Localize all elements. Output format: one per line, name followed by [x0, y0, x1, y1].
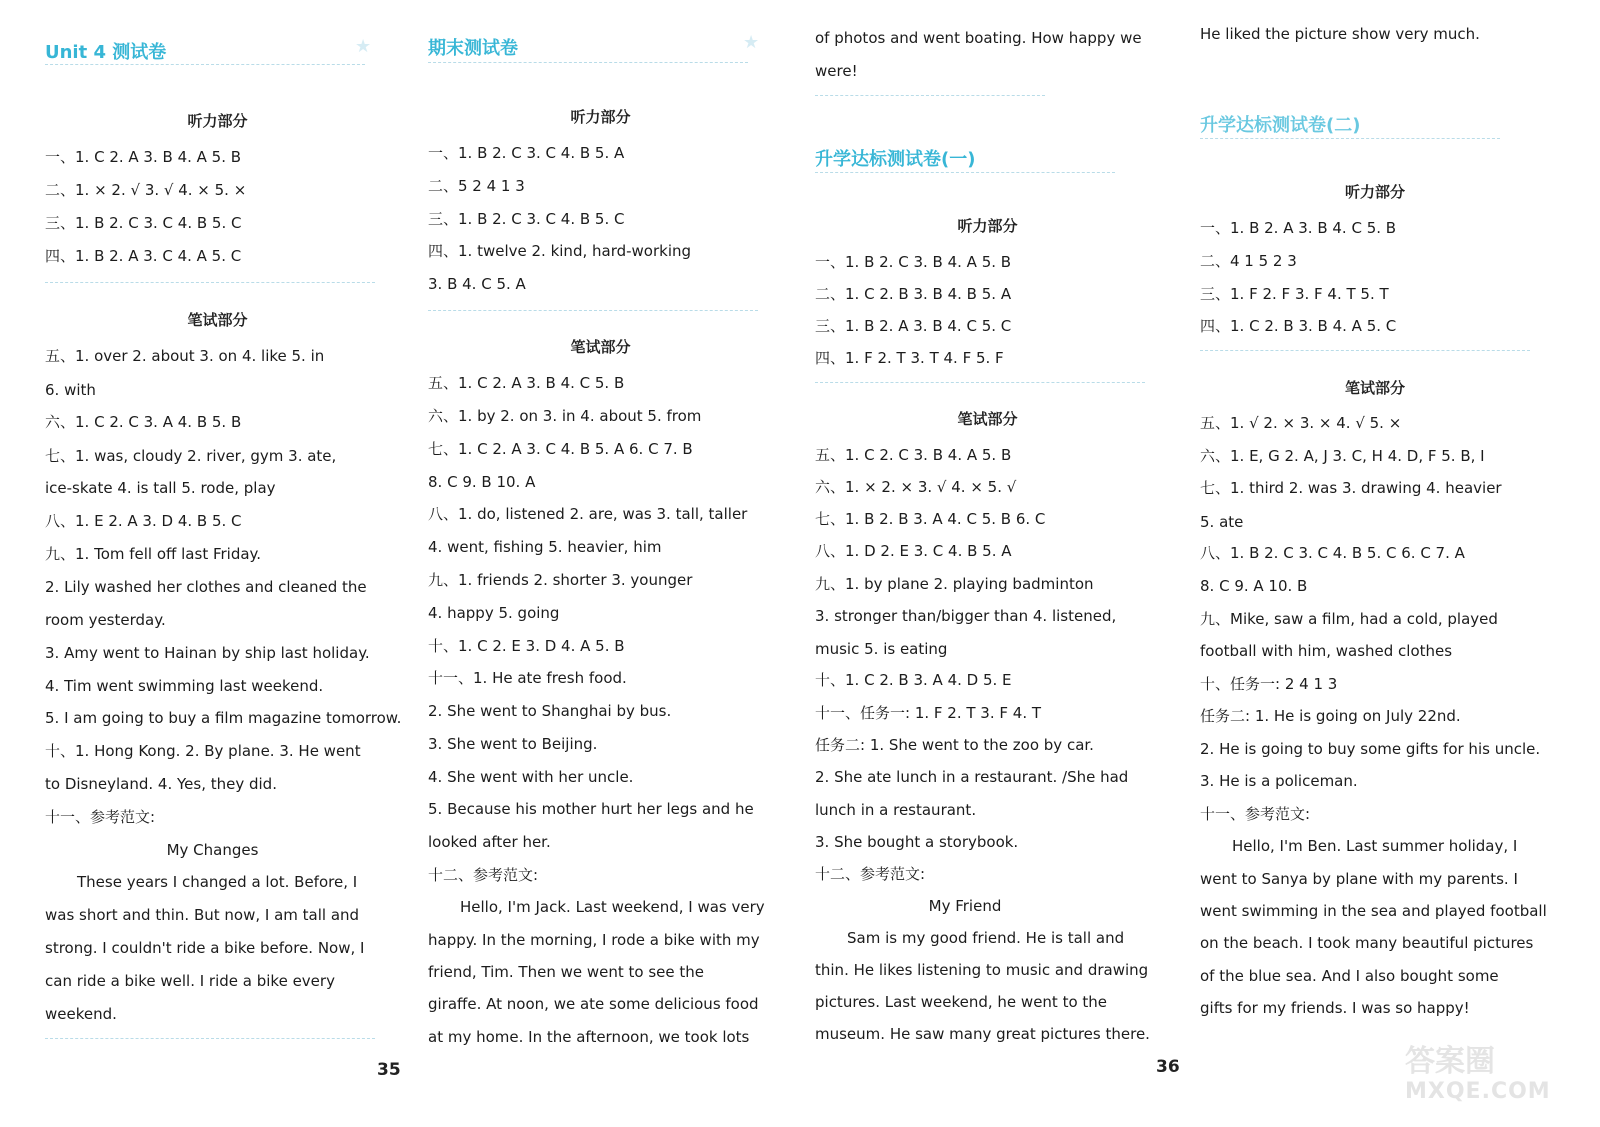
answer-line: 2. He is going to buy some gifts for his uncle. [1200, 740, 1541, 758]
answer-line: 七、1. third 2. was 3. drawing 4. heavier [1200, 479, 1502, 497]
answer-line: 八、1. B 2. C 3. C 4. B 5. C 6. C 7. A [1200, 544, 1465, 562]
answer-line: 任务二: 1. He is going on July 22nd. [1200, 707, 1461, 725]
section-title: 升学达标测试卷(一) [815, 149, 976, 170]
essay-line: on the beach. I took many beautiful pictures [1200, 934, 1534, 952]
essay-line: weekend. [45, 1005, 117, 1023]
answer-line: 四、1. B 2. A 3. C 4. A 5. C [45, 247, 242, 265]
divider [428, 62, 748, 63]
writing-heading: 笔试部分 [1344, 379, 1405, 397]
essay-line: thin. He likes listening to music and drawing [815, 961, 1149, 979]
answer-line: 八、1. do, listened 2. are, was 3. tall, taller [428, 505, 748, 523]
answer-line: 三、1. F 2. F 3. F 4. T 5. T [1200, 285, 1389, 303]
answer-line: 4. She went with her uncle. [428, 768, 634, 786]
essay-title: My Changes [166, 841, 259, 859]
answer-line: 8. C 9. B 10. A [428, 473, 536, 491]
essay-line: These years I changed a lot. Before, I [77, 873, 358, 891]
answer-line: 一、1. B 2. C 3. B 4. A 5. B [815, 253, 1012, 271]
answer-line: 六、1. by 2. on 3. in 4. about 5. from [428, 407, 702, 425]
answer-line: 4. happy 5. going [428, 604, 560, 622]
essay-line: museum. He saw many great pictures there. [815, 1025, 1150, 1043]
page-number: 36 [1156, 1057, 1180, 1077]
answer-line: 6. with [45, 381, 96, 399]
divider [45, 282, 375, 283]
answer-line: lunch in a restaurant. [815, 801, 977, 819]
essay-line: was short and thin. But now, I am tall and [45, 906, 360, 924]
answer-line: 七、1. B 2. B 3. A 4. C 5. B 6. C [815, 510, 1046, 528]
essay-line: giraffe. At noon, we ate some delicious food [428, 995, 759, 1013]
divider [45, 64, 365, 65]
answer-line: 三、1. B 2. C 3. C 4. B 5. C [45, 214, 242, 232]
answer-line: 十二、参考范文: [815, 865, 926, 883]
answer-line: music 5. is eating [815, 640, 948, 658]
answer-line: 十、任务一: 2 4 1 3 [1200, 675, 1338, 693]
answer-line: 七、1. C 2. A 3. C 4. B 5. A 6. C 7. B [428, 440, 693, 458]
watermark-text: 答案圈 [1405, 1044, 1495, 1079]
essay-line: were! [815, 62, 858, 80]
essay-line: strong. I couldn't ride a bike before. Now, I [45, 939, 365, 957]
essay-line: gifts for my friends. I was so happy! [1200, 999, 1470, 1017]
answer-line: 8. C 9. A 10. B [1200, 577, 1308, 595]
star-icon: ★ [743, 32, 760, 53]
answer-line: 十一、参考范文: [1200, 805, 1311, 823]
answer-line: 八、1. E 2. A 3. D 4. B 5. C [45, 512, 242, 530]
divider [1200, 138, 1500, 139]
section-title: Unit 4 测试卷 [45, 42, 167, 63]
answer-line: 九、1. Tom fell off last Friday. [45, 545, 262, 563]
answer-line: looked after her. [428, 833, 551, 851]
answer-line: 九、1. by plane 2. playing badminton [815, 575, 1094, 593]
answer-line: 3. She bought a storybook. [815, 833, 1019, 851]
answer-line: 三、1. B 2. A 3. B 4. C 5. C [815, 317, 1012, 335]
essay-line: went to Sanya by plane with my parents. I [1200, 870, 1518, 888]
answer-line: 九、Mike, saw a film, had a cold, played [1200, 610, 1498, 628]
section-title: 期末测试卷 [428, 38, 518, 59]
writing-heading: 笔试部分 [957, 410, 1018, 428]
writing-heading: 笔试部分 [187, 311, 248, 329]
answer-line: room yesterday. [45, 611, 166, 629]
essay-line: Sam is my good friend. He is tall and [847, 929, 1125, 947]
answer-line: 3. B 4. C 5. A [428, 275, 526, 293]
answer-line: 3. She went to Beijing. [428, 735, 598, 753]
divider [815, 95, 1045, 96]
watermark-url: MXQE.COM [1405, 1079, 1551, 1104]
answer-line: 五、1. √ 2. × 3. × 4. √ 5. × [1200, 414, 1402, 432]
watermark-logo [1405, 1045, 1570, 1117]
writing-heading: 笔试部分 [570, 338, 631, 356]
divider [45, 1038, 375, 1039]
answer-line: 五、1. C 2. A 3. B 4. C 5. B [428, 374, 625, 392]
answer-line: to Disneyland. 4. Yes, they did. [45, 775, 277, 793]
answer-line: 3. Amy went to Hainan by ship last holiday. [45, 644, 370, 662]
essay-line: at my home. In the afternoon, we took lots [428, 1028, 750, 1046]
answer-line: 二、5 2 4 1 3 [428, 177, 525, 195]
answer-line: 六、1. × 2. × 3. √ 4. × 5. √ [815, 478, 1017, 496]
answer-line: 三、1. B 2. C 3. C 4. B 5. C [428, 210, 625, 228]
essay-line: went swimming in the sea and played football [1200, 902, 1547, 920]
answer-line: 一、1. B 2. C 3. C 4. B 5. A [428, 144, 625, 162]
answer-line: 十二、参考范文: [428, 866, 539, 884]
answer-line: 四、1. F 2. T 3. T 4. F 5. F [815, 349, 1004, 367]
essay-line: He liked the picture show very much. [1200, 25, 1480, 43]
answer-line: 十一、任务一: 1. F 2. T 3. F 4. T [815, 704, 1042, 722]
essay-title: My Friend [928, 897, 1002, 915]
essay-line: happy. In the morning, I rode a bike with my [428, 931, 760, 949]
answer-line: 5. Because his mother hurt her legs and he [428, 800, 754, 818]
essay-line: of the blue sea. And I also bought some [1200, 967, 1499, 985]
answer-line: 5. ate [1200, 513, 1244, 531]
essay-line: of photos and went boating. How happy we [815, 29, 1142, 47]
answer-line: 2. She ate lunch in a restaurant. /She had [815, 768, 1129, 786]
answer-line: 二、4 1 5 2 3 [1200, 252, 1297, 270]
essay-line: Hello, I'm Ben. Last summer holiday, I [1232, 837, 1518, 855]
listening-heading: 听力部分 [957, 217, 1018, 235]
answer-line: 五、1. over 2. about 3. on 4. like 5. in [45, 347, 325, 365]
divider [428, 310, 758, 311]
answer-line: ice-skate 4. is tall 5. rode, play [45, 479, 276, 497]
answer-line: 4. Tim went swimming last weekend. [45, 677, 324, 695]
listening-heading: 听力部分 [187, 112, 248, 130]
answer-line: 六、1. E, G 2. A, J 3. C, H 4. D, F 5. B, I [1200, 447, 1485, 465]
divider [815, 172, 1115, 173]
answer-line: 一、1. C 2. A 3. B 4. A 5. B [45, 148, 242, 166]
answer-line: 4. went, fishing 5. heavier, him [428, 538, 662, 556]
answer-line: 六、1. C 2. C 3. A 4. B 5. B [45, 413, 242, 431]
answer-line: 任务二: 1. She went to the zoo by car. [815, 736, 1094, 754]
listening-heading: 听力部分 [570, 108, 631, 126]
answer-line: 二、1. C 2. B 3. B 4. B 5. A [815, 285, 1012, 303]
answer-line: 十、1. Hong Kong. 2. By plane. 3. He went [45, 742, 361, 760]
answer-line: 十一、参考范文: [45, 808, 156, 826]
essay-line: Hello, I'm Jack. Last weekend, I was very [460, 898, 765, 916]
answer-line: 十、1. C 2. E 3. D 4. A 5. B [428, 637, 625, 655]
divider [815, 382, 1145, 383]
answer-line: 四、1. C 2. B 3. B 4. A 5. C [1200, 317, 1397, 335]
answer-line: 九、1. friends 2. shorter 3. younger [428, 571, 693, 589]
answer-line: 5. I am going to buy a film magazine tomorrow. [45, 709, 402, 727]
answer-line: 八、1. D 2. E 3. C 4. B 5. A [815, 542, 1012, 560]
answer-line: 七、1. was, cloudy 2. river, gym 3. ate, [45, 447, 337, 465]
answer-line: 2. Lily washed her clothes and cleaned the [45, 578, 367, 596]
answer-line: 十、1. C 2. B 3. A 4. D 5. E [815, 671, 1012, 689]
essay-line: can ride a bike well. I ride a bike every [45, 972, 335, 990]
divider [1200, 350, 1530, 351]
star-icon: ★ [355, 36, 372, 57]
essay-line: pictures. Last weekend, he went to the [815, 993, 1108, 1011]
answer-line: 五、1. C 2. C 3. B 4. A 5. B [815, 446, 1012, 464]
listening-heading: 听力部分 [1344, 183, 1405, 201]
answer-line: 二、1. × 2. √ 3. √ 4. × 5. × [45, 181, 247, 199]
answer-line: 3. stronger than/bigger than 4. listened, [815, 607, 1117, 625]
page-number: 35 [377, 1060, 401, 1080]
essay-line: friend, Tim. Then we went to see the [428, 963, 704, 981]
answer-line: 十一、1. He ate fresh food. [428, 669, 627, 687]
answer-line: 四、1. twelve 2. kind, hard-working [428, 242, 692, 260]
answer-line: 3. He is a policeman. [1200, 772, 1358, 790]
answer-line: 2. She went to Shanghai by bus. [428, 702, 672, 720]
answer-line: 一、1. B 2. A 3. B 4. C 5. B [1200, 219, 1397, 237]
answer-line: football with him, washed clothes [1200, 642, 1453, 660]
section-title: 升学达标测试卷(二) [1200, 115, 1361, 136]
